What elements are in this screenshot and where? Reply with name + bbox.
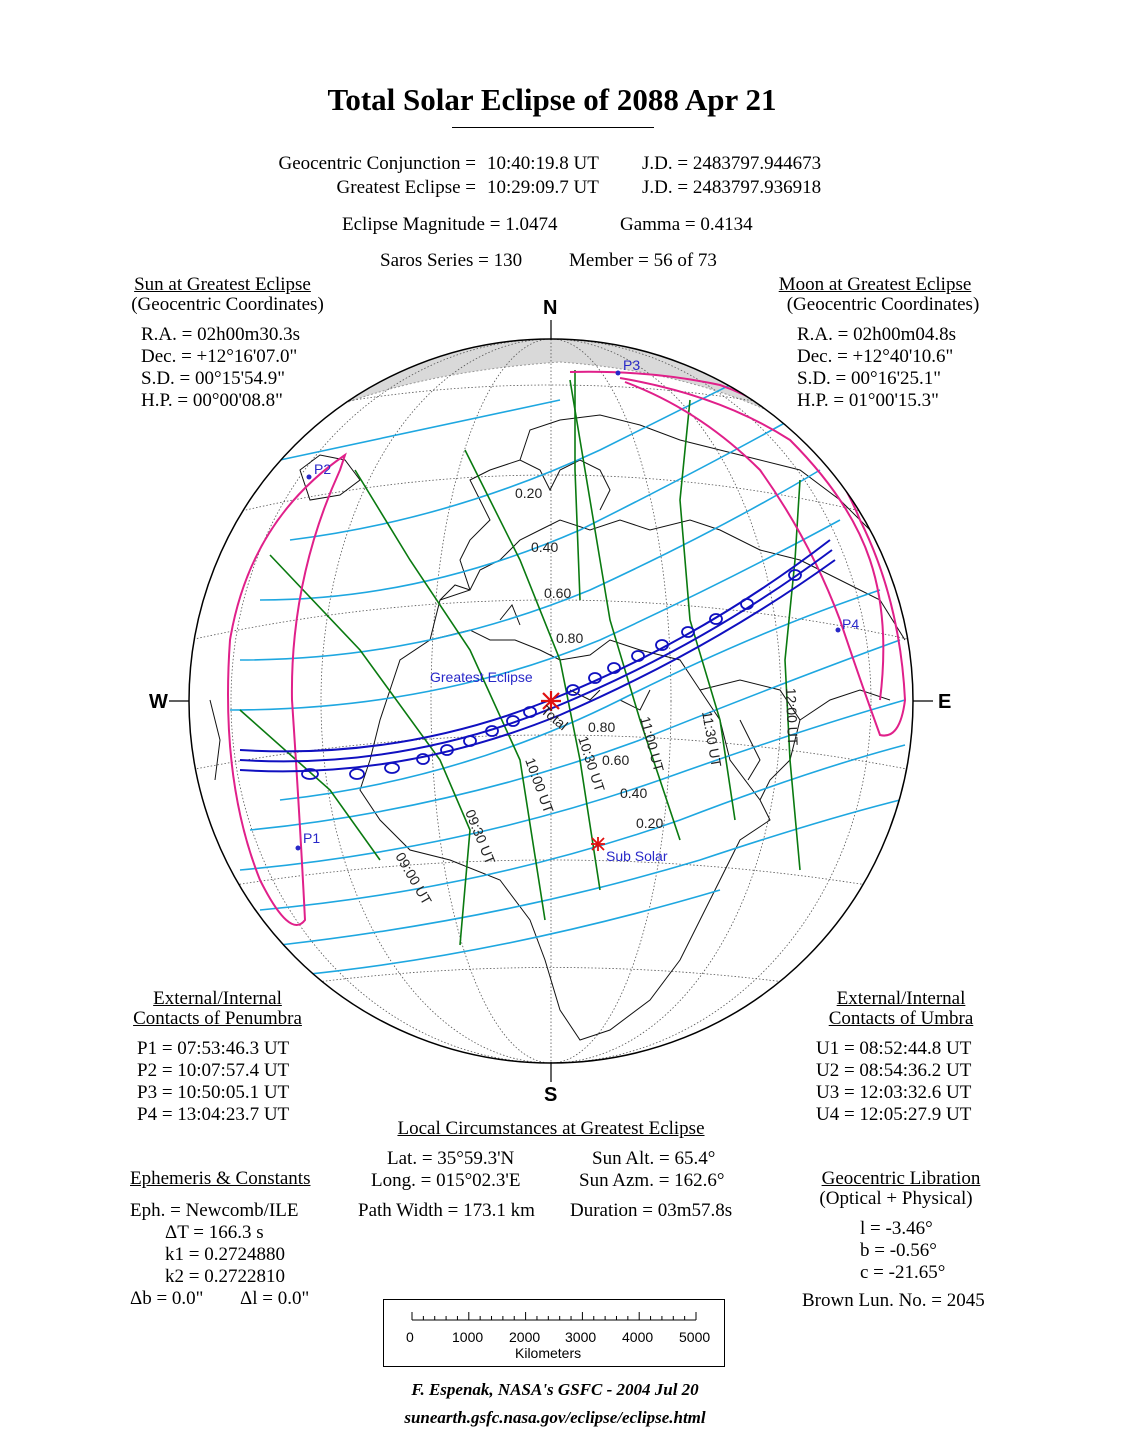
sun-dec: Dec. = +12°16'07.0" — [141, 346, 298, 367]
local-sun-alt: Sun Alt. = 65.4° — [592, 1148, 716, 1169]
total-path-label: Total — [538, 702, 572, 734]
eclipse-magnitude: Eclipse Magnitude = 1.0474 — [342, 214, 558, 235]
mag-label-080-south: 0.80 — [588, 719, 616, 735]
time-label-1000: 10:00 UT — [522, 755, 557, 816]
umbra-u4: U4 = 12:05:27.9 UT — [816, 1104, 972, 1125]
local-heading: Local Circumstances at Greatest Eclipse — [397, 1118, 705, 1139]
scale-tick-0: 0 — [406, 1329, 414, 1345]
p4-label: P4 — [842, 616, 860, 632]
brown-lunation-number: Brown Lun. No. = 2045 — [802, 1290, 985, 1311]
mag-label-080-north: 0.80 — [556, 630, 584, 646]
footer-url: sunearth.gsfc.nasa.gov/eclipse/eclipse.html — [404, 1408, 706, 1427]
libration-subheading: (Optical + Physical) — [819, 1188, 973, 1209]
ephemeris-k1: k1 = 0.2724880 — [165, 1244, 285, 1265]
umbra-u1: U1 = 08:52:44.8 UT — [816, 1038, 972, 1059]
scale-tick-2000: 2000 — [509, 1329, 541, 1345]
footer-credit: F. Espenak, NASA's GSFC - 2004 Jul 20 — [411, 1380, 699, 1399]
mag-label-060-north: 0.60 — [544, 585, 572, 601]
moon-heading: Moon at Greatest Eclipse — [778, 274, 972, 295]
saros-member: Member = 56 of 73 — [569, 250, 717, 271]
libration-heading: Geocentric Libration — [821, 1168, 981, 1189]
time-label-1130: 11:30 UT — [699, 709, 725, 769]
umbra-u3: U3 = 12:03:32.6 UT — [816, 1082, 972, 1103]
libration-b: b = -0.56° — [860, 1240, 937, 1261]
sun-sd: S.D. = 00°15'54.9" — [141, 368, 286, 389]
mag-label-020-north: 0.20 — [515, 485, 543, 501]
time-label-1030: 10:30 UT — [575, 733, 609, 794]
local-path-width: Path Width = 173.1 km — [358, 1200, 535, 1221]
mag-label-040-south: 0.40 — [620, 785, 648, 801]
conjunction-label: Geocentric Conjunction = — [278, 153, 476, 174]
mag-label-060-south: 0.60 — [602, 752, 630, 768]
time-label-0900: 09:00 UT — [392, 849, 436, 908]
scale-tick-5000: 5000 — [679, 1329, 711, 1345]
p1-label: P1 — [303, 830, 321, 846]
sun-heading: Sun at Greatest Eclipse — [134, 274, 311, 295]
ephemeris-delta-t: ΔT = 166.3 s — [165, 1222, 264, 1243]
scale-tick-4000: 4000 — [622, 1329, 654, 1345]
p1-marker — [296, 846, 301, 851]
penumbra-p3: P3 = 10:50:05.1 UT — [137, 1082, 290, 1103]
penumbra-heading-2: Contacts of Penumbra — [133, 1008, 302, 1029]
umbra-heading-1: External/Internal — [836, 988, 966, 1009]
greatest-eclipse-label: Greatest Eclipse = — [336, 177, 476, 198]
scale-unit: Kilometers — [515, 1345, 582, 1361]
libration-l: l = -3.46° — [860, 1218, 933, 1239]
page-title: Total Solar Eclipse of 2088 Apr 21 — [327, 82, 777, 117]
p3-label: P3 — [623, 357, 641, 373]
local-duration: Duration = 03m57.8s — [570, 1200, 733, 1221]
moon-sd: S.D. = 00°16'25.1" — [797, 368, 942, 389]
sub-solar-marker — [591, 837, 605, 851]
p2-marker — [307, 475, 312, 480]
moon-hp: H.P. = 01°00'15.3" — [797, 390, 939, 411]
ephemeris-k2: k2 = 0.2722810 — [165, 1266, 285, 1287]
time-label-1100: 11:00 UT — [637, 714, 668, 774]
compass-south: S — [544, 1084, 558, 1106]
sun-subheading: (Geocentric Coordinates) — [131, 294, 324, 315]
moon-dec: Dec. = +12°40'10.6" — [797, 346, 954, 367]
penumbra-p4: P4 = 13:04:23.7 UT — [137, 1104, 290, 1125]
scale-tick-1000: 1000 — [452, 1329, 484, 1345]
ephemeris-delta-b: Δb = 0.0" — [130, 1288, 204, 1309]
umbra-u2: U2 = 08:54:36.2 UT — [816, 1060, 972, 1081]
greatest-eclipse-time: 10:29:09.7 UT — [487, 177, 599, 198]
compass-east: E — [938, 691, 952, 713]
moon-ra: R.A. = 02h00m04.8s — [797, 324, 957, 345]
penumbra-p1: P1 = 07:53:46.3 UT — [137, 1038, 290, 1059]
penumbra-heading-1: External/Internal — [153, 988, 282, 1009]
scale-tick-3000: 3000 — [565, 1329, 597, 1345]
time-label-0930: 09:30 UT — [462, 807, 499, 867]
ephemeris-heading: Ephemeris & Constants — [130, 1168, 311, 1189]
libration-c: c = -21.65° — [860, 1262, 946, 1283]
mag-label-040-north: 0.40 — [531, 539, 559, 555]
p3-marker — [616, 371, 621, 376]
mag-label-020-south: 0.20 — [636, 815, 664, 831]
sub-solar-label: Sub Solar — [606, 848, 668, 864]
penumbra-p2: P2 = 10:07:57.4 UT — [137, 1060, 290, 1081]
saros-series: Saros Series = 130 — [380, 250, 523, 271]
time-label-1200: 12:00 UT — [783, 687, 802, 746]
local-lat: Lat. = 35°59.3'N — [387, 1148, 515, 1169]
local-long: Long. = 015°02.3'E — [371, 1170, 521, 1191]
globe-disc — [189, 300, 913, 1063]
sun-hp: H.P. = 00°00'08.8" — [141, 390, 283, 411]
ephemeris-delta-l: Δl = 0.0" — [240, 1288, 310, 1309]
p4-marker — [836, 628, 841, 633]
greatest-eclipse-jd: J.D. = 2483797.936918 — [642, 177, 822, 198]
sun-ra: R.A. = 02h00m30.3s — [141, 324, 301, 345]
ephemeris-eph: Eph. = Newcomb/ILE — [130, 1200, 299, 1221]
moon-subheading: (Geocentric Coordinates) — [786, 294, 980, 315]
conjunction-jd: J.D. = 2483797.944673 — [642, 153, 822, 174]
p2-label: P2 — [314, 461, 332, 477]
compass-north: N — [543, 297, 558, 319]
local-sun-azm: Sun Azm. = 162.6° — [579, 1170, 725, 1191]
gamma-value: Gamma = 0.4134 — [620, 214, 753, 235]
greatest-eclipse-label: Greatest Eclipse — [430, 669, 533, 685]
conjunction-time: 10:40:19.8 UT — [487, 153, 599, 174]
compass-west: W — [149, 691, 168, 713]
umbra-heading-2: Contacts of Umbra — [828, 1008, 974, 1029]
distance-scale — [383, 1299, 725, 1367]
